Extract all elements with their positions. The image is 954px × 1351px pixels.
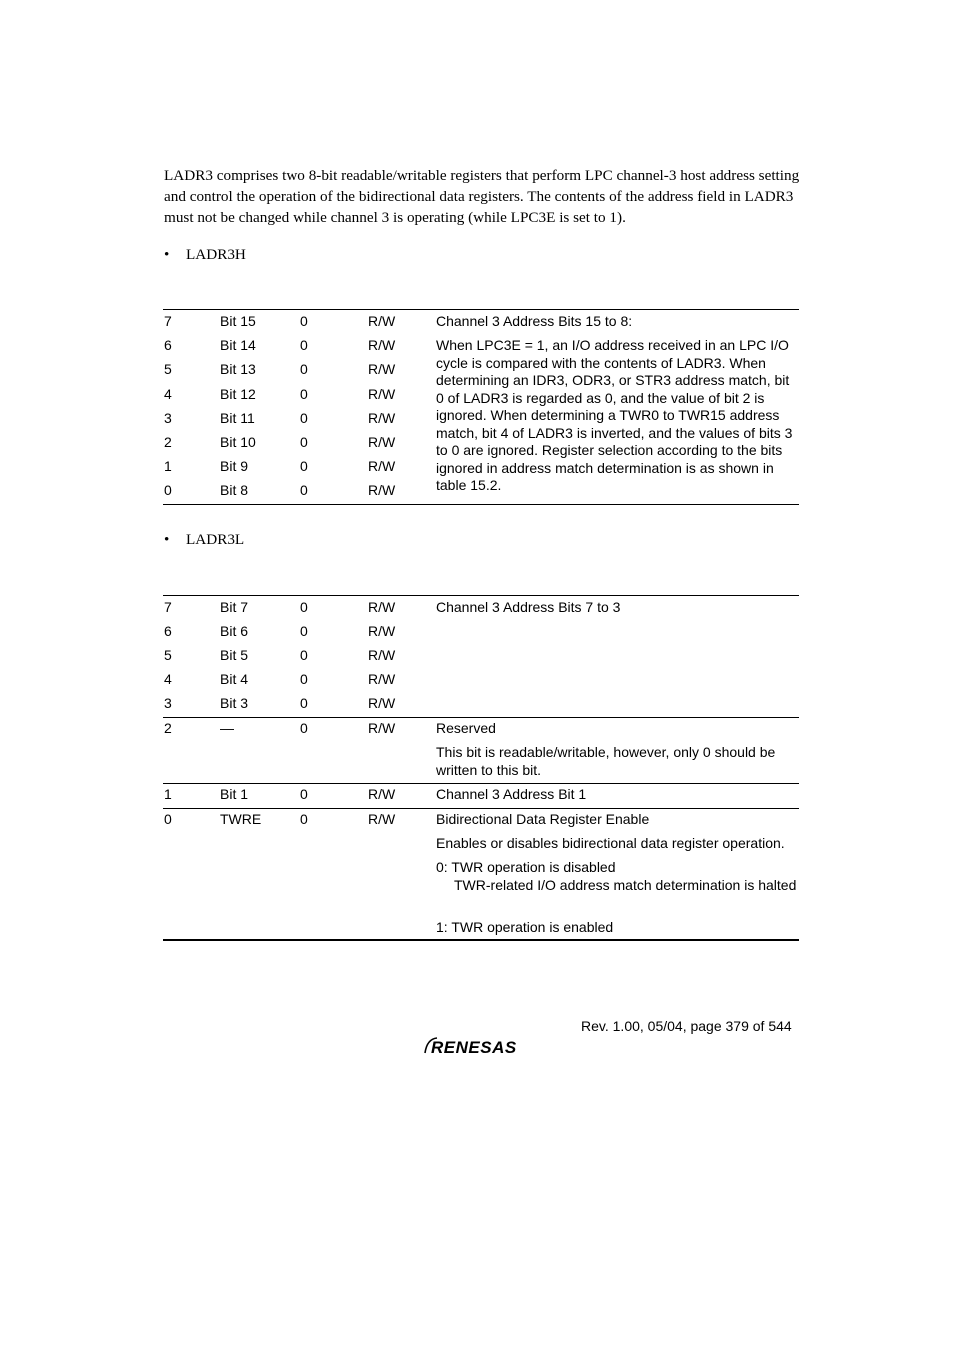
table-rule: [163, 808, 799, 809]
bit-cell: 1: [164, 786, 172, 802]
description-title: Channel 3 Address Bits 15 to 8:: [436, 313, 633, 329]
bit-name-cell: Bit 10: [220, 434, 256, 450]
rw-cell: R/W: [368, 786, 396, 802]
bullet-dot: •: [164, 246, 170, 263]
description-body: Enables or disables bidirectional data register operation.: [436, 835, 785, 851]
initial-value-cell: 0: [300, 671, 308, 687]
initial-value-cell: 0: [300, 599, 308, 615]
rw-cell: R/W: [368, 720, 396, 736]
description-title: Bidirectional Data Register Enable: [436, 811, 650, 827]
table-rule: [163, 595, 799, 596]
rw-cell: R/W: [368, 337, 396, 353]
initial-value-cell: 0: [300, 623, 308, 639]
bit-name-cell: —: [220, 720, 234, 736]
ladr3h-heading: [164, 245, 464, 265]
bit-cell: 2: [164, 434, 172, 450]
bit-cell: 4: [164, 671, 172, 687]
rw-cell: R/W: [368, 361, 396, 377]
bit-name-cell: Bit 11: [220, 410, 255, 426]
bit-name-cell: Bit 4: [220, 671, 249, 687]
bit-cell: 6: [164, 337, 172, 353]
bullet-dot: •: [164, 531, 170, 548]
bit-cell: 5: [164, 647, 172, 663]
bit-cell: 7: [164, 599, 172, 615]
bit-cell: 6: [164, 623, 172, 639]
table-rule: [163, 504, 799, 505]
ladr3l-heading-text: LADR3L: [186, 531, 245, 548]
description-title: Channel 3 Address Bits 7 to 3: [436, 599, 621, 615]
initial-value-cell: 0: [300, 458, 308, 474]
bit-name-cell: Bit 3: [220, 695, 249, 711]
rw-cell: R/W: [368, 811, 396, 827]
initial-value-cell: 0: [300, 811, 308, 827]
rw-cell: R/W: [368, 434, 396, 450]
initial-value-cell: 0: [300, 647, 308, 663]
bit-cell: 1: [164, 458, 172, 474]
bit-cell: 0: [164, 811, 172, 827]
description-title: Reserved: [436, 720, 496, 736]
description-body: When LPC3E = 1, an I/O address received in an LPC I/O cycle is compared with the contents of LADR3. When determining an IDR3, ODR3, or STR3 address match, bit 0 of LADR3 is regarded as 0, and the value of bit 2 is ignored. When determining a TWR0 to TWR15 address match, bit 4 of LADR3 is inverted, and the values of bits 3 to 0 are ignored. Register selection according to the bits ignored in address match determination is as shown in table 15.2.: [436, 337, 793, 493]
initial-value-cell: 0: [300, 786, 308, 802]
bit-name-cell: Bit 1: [220, 786, 249, 802]
table-rule: [163, 783, 799, 784]
initial-value-cell: 0: [300, 720, 308, 736]
rw-cell: R/W: [368, 671, 396, 687]
table-rule: [163, 717, 799, 718]
bit-cell: 4: [164, 386, 172, 402]
initial-value-cell: 0: [300, 361, 308, 377]
initial-value-cell: 0: [300, 482, 308, 498]
bit-name-cell: Bit 7: [220, 599, 249, 615]
ladr3h-heading-text: LADR3H: [186, 246, 246, 263]
initial-value-cell: 0: [300, 434, 308, 450]
rw-cell: R/W: [368, 647, 396, 663]
ladr3l-heading: [164, 530, 464, 550]
bit-name-cell: TWRE: [220, 811, 262, 827]
bit-name-cell: Bit 14: [220, 337, 256, 353]
bit-cell: 7: [164, 313, 172, 329]
description-body: This bit is readable/writable, however, only 0 should be written to this bit.: [436, 744, 776, 778]
bit-cell: 3: [164, 695, 172, 711]
initial-value-cell: 0: [300, 386, 308, 402]
bit-name-cell: Bit 8: [220, 482, 249, 498]
logo-text: RENESAS: [431, 1038, 517, 1057]
bit-cell: 3: [164, 410, 172, 426]
bit-name-cell: Bit 5: [220, 647, 249, 663]
description-title: Channel 3 Address Bit 1: [436, 786, 587, 802]
bit-name-cell: Bit 6: [220, 623, 249, 639]
bit-cell: 2: [164, 720, 172, 736]
rw-cell: R/W: [368, 313, 396, 329]
bit-cell: 0: [164, 482, 172, 498]
option-0: 0: TWR operation is disabled: [436, 859, 616, 875]
bit-name-cell: Bit 9: [220, 458, 249, 474]
rw-cell: R/W: [368, 695, 396, 711]
renesas-logo: [423, 1033, 543, 1057]
option-0-detail: TWR-related I/O address match determination is halted: [454, 877, 797, 893]
rw-cell: R/W: [368, 386, 396, 402]
option-1: 1: TWR operation is enabled: [436, 919, 614, 935]
rw-cell: R/W: [368, 458, 396, 474]
bit-cell: 5: [164, 361, 172, 377]
rw-cell: R/W: [368, 599, 396, 615]
initial-value-cell: 0: [300, 410, 308, 426]
rw-cell: R/W: [368, 410, 396, 426]
bit-name-cell: Bit 12: [220, 386, 256, 402]
intro-paragraph: LADR3 comprises two 8-bit readable/writable registers that perform LPC channel-3 host address setting and control the operation of the bidirectional data registers. The contents of the address field in LADR3 must not be changed while channel 3 is operating (while LPC3E is set to 1).: [164, 167, 800, 226]
bit-name-cell: Bit 13: [220, 361, 256, 377]
initial-value-cell: 0: [300, 313, 308, 329]
table-bottom-rule: [163, 939, 799, 941]
table-rule: [163, 309, 799, 310]
initial-value-cell: 0: [300, 695, 308, 711]
bit-name-cell: Bit 15: [220, 313, 256, 329]
page-footer-revision: Rev. 1.00, 05/04, page 379 of 544: [581, 1018, 792, 1034]
rw-cell: R/W: [368, 482, 396, 498]
initial-value-cell: 0: [300, 337, 308, 353]
rw-cell: R/W: [368, 623, 396, 639]
